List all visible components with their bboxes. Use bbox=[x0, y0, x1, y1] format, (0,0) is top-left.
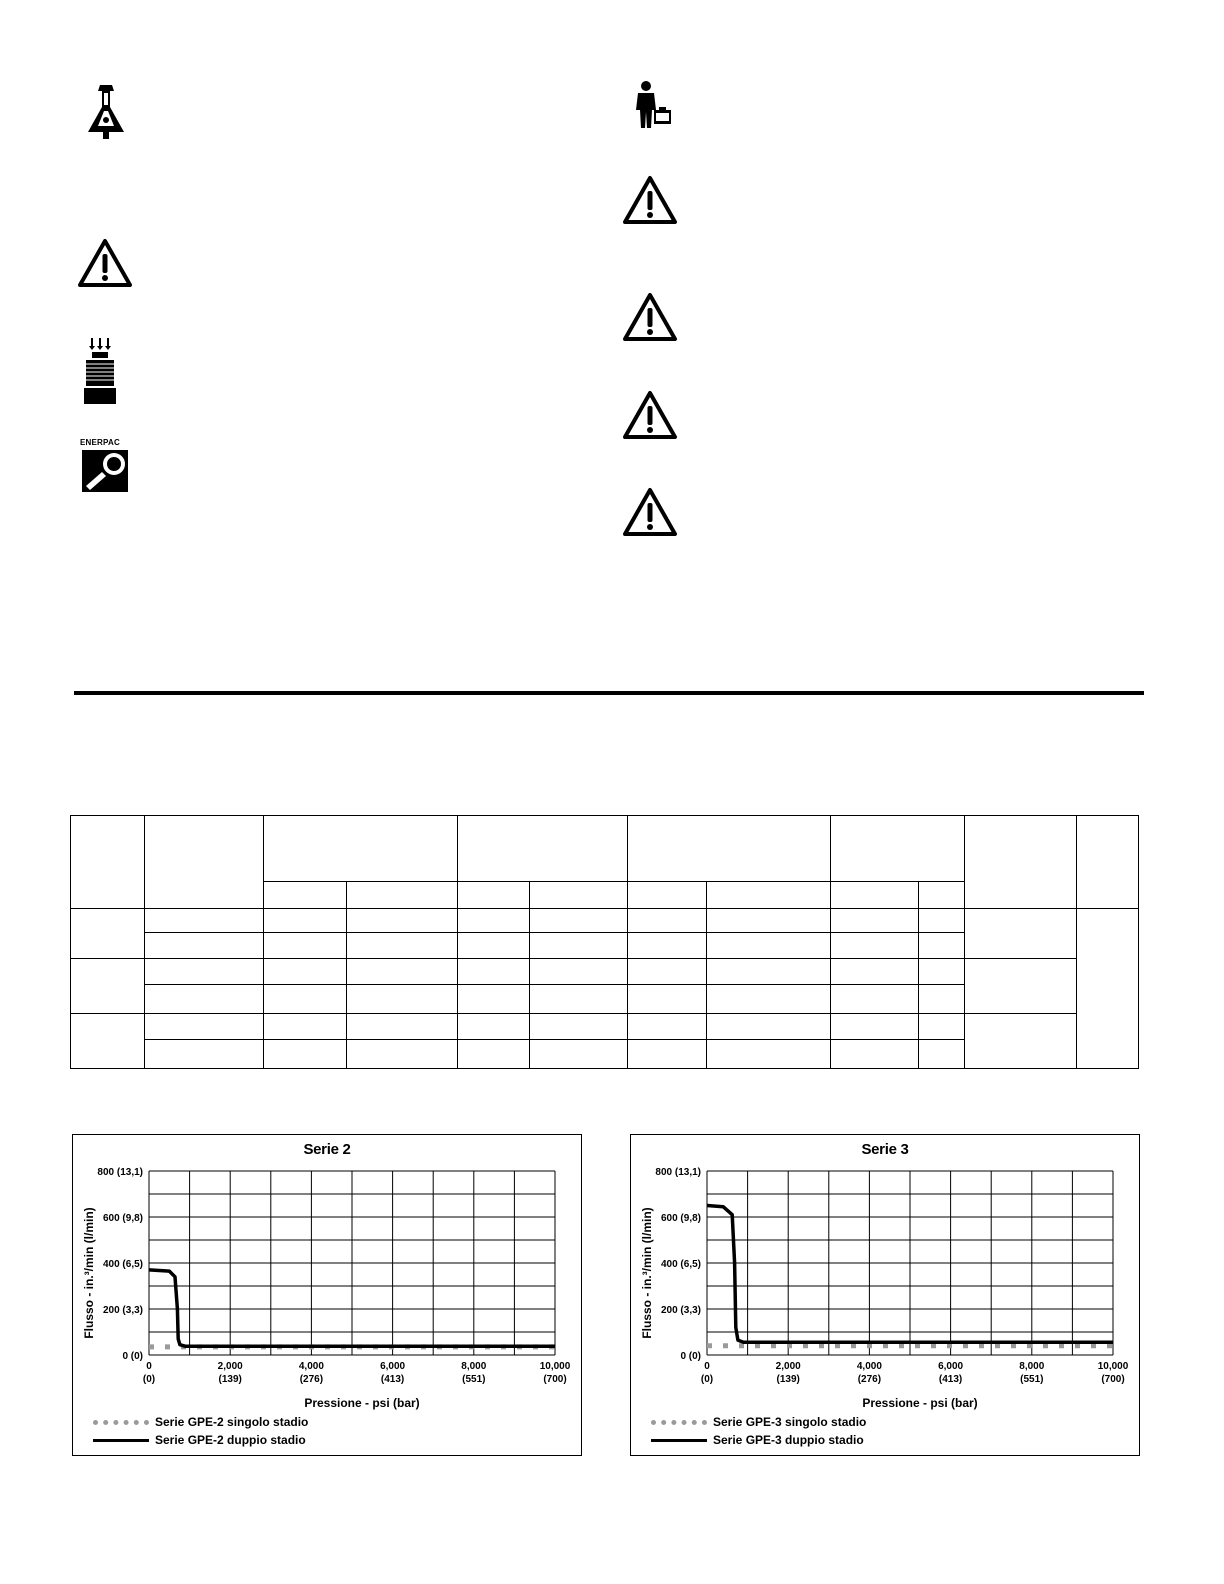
table-cell bbox=[919, 933, 965, 959]
table-cell bbox=[628, 1040, 707, 1069]
x-tick-sublabel: (276) bbox=[299, 1374, 324, 1385]
table-cell bbox=[919, 959, 965, 985]
y-tick-label: 800 (13,1) bbox=[97, 1167, 143, 1178]
table-cell bbox=[919, 909, 965, 933]
x-tick-label: 8,000 bbox=[461, 1361, 487, 1372]
table-cell bbox=[919, 985, 965, 1014]
section-divider bbox=[74, 691, 1144, 695]
table-cell bbox=[264, 985, 347, 1014]
table-cell bbox=[458, 985, 530, 1014]
legend-single-stage bbox=[93, 1415, 308, 1429]
table-cell bbox=[530, 882, 628, 909]
legend-two-stage bbox=[651, 1433, 864, 1447]
table-cell bbox=[145, 959, 264, 985]
table-cell bbox=[1077, 816, 1139, 909]
pressure-gauge-icon bbox=[80, 82, 132, 140]
x-tick-sublabel: (413) bbox=[938, 1374, 963, 1385]
x-tick-sublabel: (700) bbox=[543, 1374, 567, 1385]
enerpac-logo-text: ENERPAC bbox=[80, 438, 120, 447]
y-tick-label: 400 (6,5) bbox=[660, 1259, 701, 1270]
table-cell bbox=[347, 933, 458, 959]
specification-table bbox=[70, 815, 1139, 1069]
legend-label: Serie GPE-2 duppio stadio bbox=[155, 1433, 306, 1447]
x-tick-sublabel: (276) bbox=[857, 1374, 882, 1385]
table-cell bbox=[145, 933, 264, 959]
table-cell bbox=[145, 1040, 264, 1069]
table-cell bbox=[347, 1014, 458, 1040]
table-cell bbox=[707, 959, 831, 985]
legend-solid-swatch bbox=[93, 1436, 149, 1446]
x-tick-label: 4,000 bbox=[298, 1361, 324, 1372]
table-cell bbox=[831, 1014, 919, 1040]
table-cell bbox=[707, 1014, 831, 1040]
table-cell bbox=[831, 985, 919, 1014]
table-cell bbox=[965, 1014, 1077, 1069]
table-cell bbox=[530, 1014, 628, 1040]
x-axis-label: Pressione - psi (bar) bbox=[304, 1396, 420, 1410]
legend-label: Serie GPE-2 singolo stadio bbox=[155, 1415, 309, 1429]
table-cell bbox=[831, 959, 919, 985]
table-row bbox=[71, 909, 1139, 933]
y-axis-label: Flusso - in.³/min (l/min) bbox=[82, 1207, 96, 1339]
table-cell bbox=[530, 959, 628, 985]
y-tick-label: 600 (9,8) bbox=[102, 1213, 143, 1224]
table-cell bbox=[264, 882, 347, 909]
table-cell bbox=[347, 1040, 458, 1069]
x-tick-sublabel: (413) bbox=[380, 1374, 405, 1385]
chart-plot bbox=[73, 1135, 581, 1455]
table-cell bbox=[707, 882, 831, 909]
table-cell bbox=[707, 933, 831, 959]
x-tick-label: 2,000 bbox=[217, 1361, 243, 1372]
x-tick-sublabel: (551) bbox=[462, 1374, 486, 1385]
x-tick-sublabel: (139) bbox=[218, 1374, 242, 1385]
table-cell bbox=[71, 959, 145, 1014]
x-tick-label: 6,000 bbox=[380, 1361, 406, 1372]
legend-label: Serie GPE-3 singolo stadio bbox=[713, 1415, 867, 1429]
x-tick-label: 4,000 bbox=[856, 1361, 882, 1372]
grid bbox=[707, 1171, 1113, 1355]
legend-dotted-swatch bbox=[651, 1418, 707, 1428]
table-cell bbox=[965, 909, 1077, 959]
table-cell bbox=[831, 909, 919, 933]
table-cell bbox=[628, 933, 707, 959]
legend-single-stage bbox=[651, 1415, 866, 1429]
table-cell bbox=[264, 816, 458, 882]
y-tick-label: 0 (0) bbox=[680, 1351, 701, 1362]
table-row bbox=[71, 959, 1139, 985]
x-axis-label: Pressione - psi (bar) bbox=[862, 1396, 978, 1410]
y-axis-label: Flusso - in.³/min (l/min) bbox=[640, 1207, 654, 1339]
x-tick-sublabel: (700) bbox=[1101, 1374, 1125, 1385]
chart-plot bbox=[631, 1135, 1139, 1455]
table-cell bbox=[264, 1040, 347, 1069]
x-tick-label: 8,000 bbox=[1019, 1361, 1045, 1372]
table-cell bbox=[264, 959, 347, 985]
press-icon bbox=[80, 336, 120, 406]
grid bbox=[149, 1171, 555, 1355]
table-cell bbox=[628, 909, 707, 933]
table-cell bbox=[71, 909, 145, 959]
chart-title: Serie 3 bbox=[861, 1141, 909, 1158]
table-cell bbox=[628, 816, 831, 882]
table-cell bbox=[145, 985, 264, 1014]
chart-title: Serie 2 bbox=[303, 1141, 351, 1158]
x-tick-label: 0 bbox=[704, 1361, 710, 1372]
table-cell bbox=[264, 933, 347, 959]
chart-serie-2 bbox=[72, 1134, 582, 1456]
table-cell bbox=[347, 985, 458, 1014]
table-cell bbox=[145, 816, 264, 909]
table-cell bbox=[347, 909, 458, 933]
y-tick-label: 200 (3,3) bbox=[102, 1305, 143, 1316]
table-cell bbox=[145, 909, 264, 933]
table-cell bbox=[831, 816, 965, 882]
table-header-row bbox=[71, 816, 1139, 882]
x-tick-sublabel: (0) bbox=[142, 1374, 156, 1385]
legend-two-stage bbox=[93, 1433, 306, 1447]
table-cell bbox=[458, 933, 530, 959]
table-cell bbox=[628, 959, 707, 985]
table-cell bbox=[707, 1040, 831, 1069]
x-tick-sublabel: (551) bbox=[1020, 1374, 1044, 1385]
table-cell bbox=[458, 1040, 530, 1069]
warning-icon bbox=[77, 238, 133, 288]
table-cell bbox=[530, 909, 628, 933]
table-cell bbox=[347, 959, 458, 985]
table-cell bbox=[458, 1014, 530, 1040]
table-cell bbox=[628, 1014, 707, 1040]
y-tick-label: 400 (6,5) bbox=[102, 1259, 143, 1270]
table-cell bbox=[530, 933, 628, 959]
enerpac-wrench-icon bbox=[80, 438, 136, 494]
table-cell bbox=[1077, 909, 1139, 1069]
x-tick-label: 10,000 bbox=[1097, 1361, 1129, 1372]
table-cell bbox=[530, 985, 628, 1014]
table-cell bbox=[831, 1040, 919, 1069]
table-cell bbox=[628, 882, 707, 909]
table-cell bbox=[264, 1014, 347, 1040]
table-cell bbox=[458, 959, 530, 985]
warning-icon bbox=[622, 487, 678, 537]
table-cell bbox=[458, 909, 530, 933]
legend-solid-swatch bbox=[651, 1436, 707, 1446]
table-cell bbox=[145, 1014, 264, 1040]
table-row bbox=[71, 1014, 1139, 1040]
y-tick-label: 800 (13,1) bbox=[655, 1167, 701, 1178]
table-cell bbox=[264, 909, 347, 933]
x-tick-sublabel: (0) bbox=[700, 1374, 714, 1385]
x-tick-label: 10,000 bbox=[539, 1361, 571, 1372]
table-cell bbox=[71, 816, 145, 909]
table-cell bbox=[831, 933, 919, 959]
table-cell bbox=[530, 1040, 628, 1069]
table-cell bbox=[965, 816, 1077, 909]
warning-icon bbox=[622, 292, 678, 342]
legend-label: Serie GPE-3 duppio stadio bbox=[713, 1433, 864, 1447]
table-cell bbox=[707, 985, 831, 1014]
table-cell bbox=[707, 909, 831, 933]
x-tick-label: 6,000 bbox=[938, 1361, 964, 1372]
table-cell bbox=[965, 959, 1077, 1014]
legend-dotted-swatch bbox=[93, 1418, 149, 1428]
table-cell bbox=[919, 1040, 965, 1069]
table-cell bbox=[71, 1014, 145, 1069]
y-tick-label: 200 (3,3) bbox=[660, 1305, 701, 1316]
x-tick-label: 2,000 bbox=[775, 1361, 801, 1372]
table-cell bbox=[458, 816, 628, 882]
warning-icon bbox=[622, 390, 678, 440]
table-cell bbox=[347, 882, 458, 909]
y-tick-label: 0 (0) bbox=[122, 1351, 143, 1362]
chart-serie-3 bbox=[630, 1134, 1140, 1456]
x-tick-sublabel: (139) bbox=[776, 1374, 800, 1385]
table-cell bbox=[831, 882, 919, 909]
table-cell bbox=[458, 882, 530, 909]
x-tick-label: 0 bbox=[146, 1361, 152, 1372]
y-tick-label: 600 (9,8) bbox=[660, 1213, 701, 1224]
table-cell bbox=[919, 882, 965, 909]
technician-icon bbox=[634, 80, 674, 130]
warning-icon bbox=[622, 175, 678, 225]
table-cell bbox=[628, 985, 707, 1014]
table-cell bbox=[919, 1014, 965, 1040]
